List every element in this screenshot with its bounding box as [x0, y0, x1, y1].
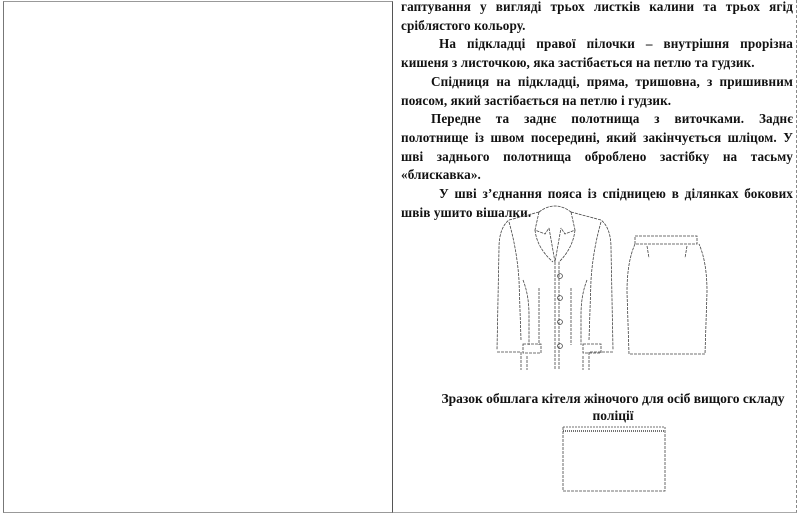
jacket-drawing: [487, 200, 637, 370]
paragraph-hangers: У шві з’єднання пояса із спідницею в ділянках бокових швів ушито вішалки.: [401, 186, 793, 220]
body-text: [401, 0, 793, 222]
paragraph-inner-pocket: На підкладці правої пілочки – внутрішня прорізна кишеня з листочкою, яка застібається на петлю та гудзик.: [401, 36, 793, 71]
paragraph-skirt-panels: Передне та заднє полотнища з виточками. Заднє полотнище із швом посередині, який закінчується шліцом. У шві заднього полотнища оброблено застібку на тасьму «блискавка».: [401, 111, 793, 183]
paragraph-skirt: Спідниця на підкладці, пряма, тришовна, з пришивним поясом, який застібається на петлю і гудзик.: [401, 73, 793, 108]
left-page-blank: [3, 1, 393, 513]
paragraph-embroidery: гаптування у вигляді трьох листків калини та трьох ягід сріблястого кольору.: [401, 0, 793, 33]
cuff-sample-drawing: [561, 423, 667, 493]
cuff-sample-caption: Зразок обшлага кітеля жіночого для осіб вищого складу поліції: [441, 391, 785, 423]
right-page: [393, 0, 797, 513]
skirt-drawing: [625, 232, 711, 358]
